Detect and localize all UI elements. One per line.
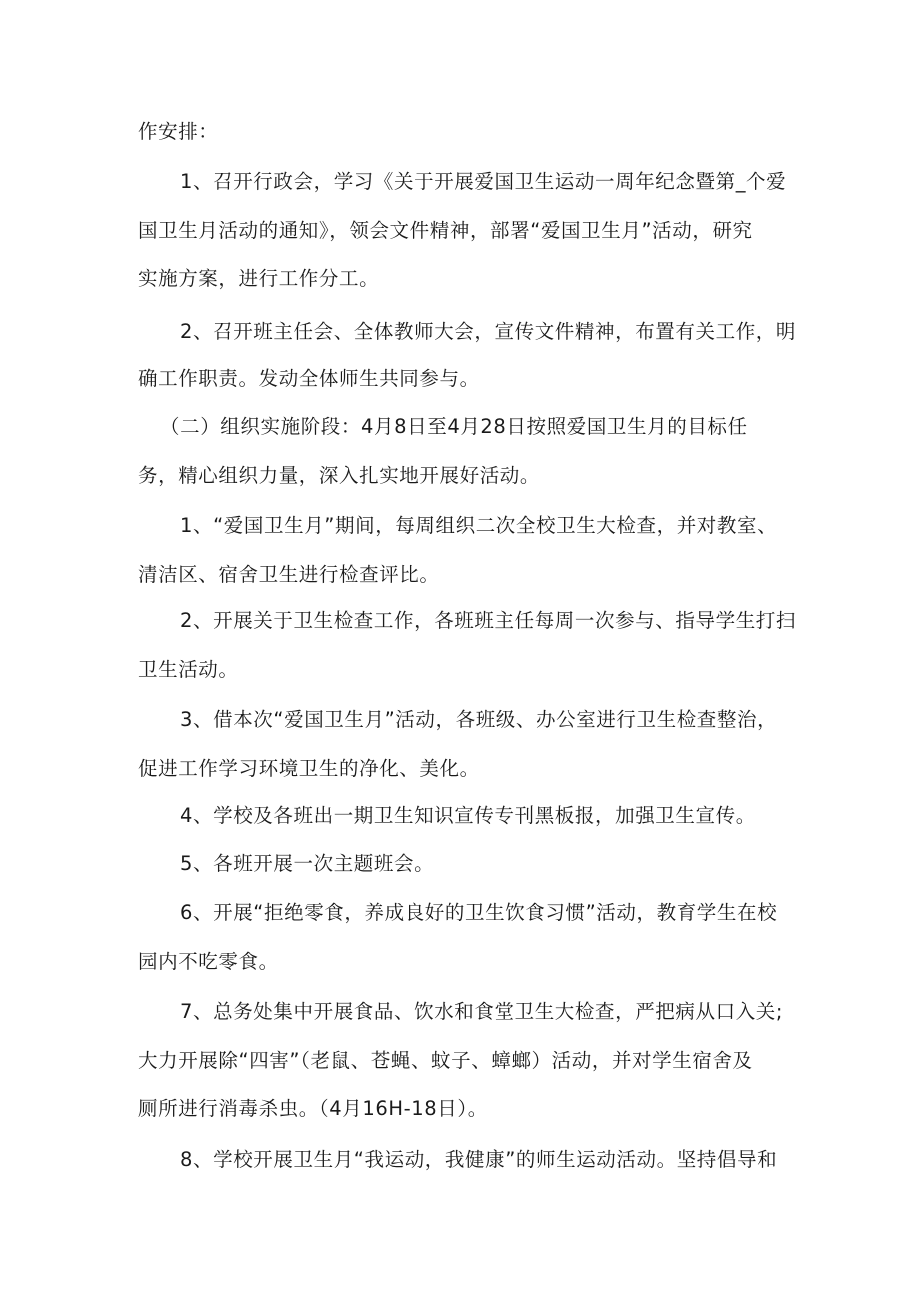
text-line: 5、各班开展一次主题班会。	[180, 852, 435, 875]
text-line: 4、学校及各班出一期卫生知识宣传专刊黑板报，加强卫生宣传。	[180, 804, 756, 827]
text-line: 1、召开行政会，学习《关于开展爱国卫生运动一周年纪念暨第_个爱	[180, 170, 787, 193]
text-line: 作安排：	[138, 120, 219, 143]
text-line: 国卫生月活动的通知》，领会文件精神，部署“爱国卫生月”活动，研究	[138, 219, 753, 242]
text-line: 7、总务处集中开展食品、饮水和食堂卫生大检查，严把病从口入关;	[180, 1000, 784, 1023]
text-line: 实施方案，进行工作分工。	[138, 267, 380, 290]
text-line: 促进工作学习环境卫生的净化、美化。	[138, 757, 480, 780]
text-line: 大力开展除“四害”（老鼠、苍蝇、蚊子、蟑螂）活动，并对学生宿舍及	[138, 1049, 753, 1072]
text-line: 6、开展“拒绝零食，养成良好的卫生饮食习惯”活动，教育学生在校	[180, 901, 778, 924]
text-line: 清洁区、宿舍卫生进行检查评比。	[138, 563, 440, 586]
text-line: 卫生活动。	[138, 658, 239, 681]
text-line: 园内不吃零食。	[138, 950, 279, 973]
text-line: 3、借本次“爱国卫生月”活动，各班级、办公室进行卫生检查整治，	[180, 708, 778, 731]
text-line: 8、学校开展卫生月“我运动，我健康”的师生运动活动。坚持倡导和	[180, 1148, 778, 1171]
text-line: 确工作职责。发动全体师生共同参与。	[138, 367, 480, 390]
text-line: 2、召开班主任会、全体教师大会，宣传文件精神，布置有关工作，明	[180, 320, 797, 343]
text-line: （二）组织实施阶段：4月8日至4月28日按照爱国卫生月的目标任	[160, 415, 748, 438]
text-line: 务，精心组织力量，深入扎实地开展好活动。	[138, 464, 541, 487]
text-line: 厕所进行消毒杀虫。（4月16H-18日）。	[138, 1097, 488, 1120]
text-line: 2、开展关于卫生检查工作，各班班主任每周一次参与、指导学生打扫	[180, 609, 797, 632]
text-line: 1、“爱国卫生月”期间，每周组织二次全校卫生大检查，并对教室、	[180, 514, 778, 537]
